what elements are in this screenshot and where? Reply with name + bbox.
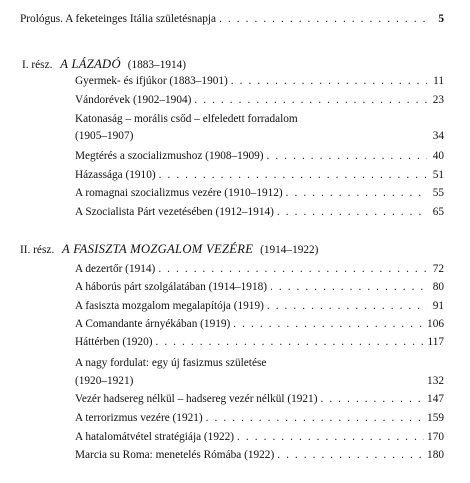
part-number: II. rész. [20,244,55,256]
part-heading-2 [20,241,318,258]
toc-entry-title: (1905–1907) [75,130,134,142]
toc-entry-title: A Comandante árnyékában (1919) [75,318,231,330]
toc-entry-page: 72 [432,263,444,275]
toc-entry-title: A terrorizmus vezére (1921) [75,412,203,424]
toc-leader-dots [320,391,424,408]
toc-entry-title: A dezertőr (1914) [75,263,156,275]
toc-entry [75,148,444,165]
toc-entry-title: A hatalomátvétel stratégiája (1922) [75,431,235,443]
toc-entry-title: Gyermek- és ifjúkor (1883–1901) [75,75,228,87]
toc-entry-title: (1920–1921) [75,375,134,387]
toc-entry-title: Katonaság – morális csőd – elfeledett forradalom [75,113,298,125]
toc-leader-dots [219,11,427,28]
toc-entry-page: 55 [432,187,444,199]
toc-entry-title: Házassága (1910) [75,169,156,181]
toc-entry-continued [75,111,298,128]
toc-entry-title: A Szocialista Párt vezetésében (1912–1914) [75,206,274,218]
part-number: I. rész. [22,59,53,71]
toc-leader-dots [277,204,427,221]
toc-entry-title: A nagy fordulat: egy új fasizmus születése [75,357,267,369]
toc-leader-dots [194,92,427,109]
toc-entry-page: 34 [432,130,444,142]
toc-entry [75,447,444,464]
toc-entry-page: 91 [432,300,444,312]
toc-leader-dots [155,334,424,351]
toc-entry [75,167,444,184]
toc-entry [75,391,444,408]
toc-leader-dots [233,316,424,333]
toc-entry-page: 11 [433,75,444,87]
part-title: A FASISZTA MOZGALOM VEZÉRE [62,242,254,256]
toc-leader-dots [267,148,427,165]
toc-entry-page: 51 [432,169,444,181]
toc-entry-title: Marcia su Roma: menetelés Rómába (1922) [75,449,275,461]
toc-entry [75,410,444,427]
toc-entry-page: 23 [432,94,444,106]
toc-entry-title: Megtérés a szocializmushoz (1908–1909) [75,150,264,162]
toc-entry [75,261,444,278]
toc-entry [75,92,444,109]
toc-entry-page: 180 [427,449,444,461]
toc-entry [75,204,444,221]
toc-leader-dots [286,185,427,202]
toc-leader-dots [159,167,427,184]
toc-entry [75,316,444,333]
toc-entry-page: 147 [427,393,444,405]
toc-entry-page: 117 [427,336,444,348]
toc-entry-page: 65 [432,206,444,218]
toc-entry [75,373,444,390]
toc-entry-title: A háborús párt szolgálatában (1914–1918) [75,281,267,293]
toc-entry-title: A fasiszta mozgalom megalapítója (1919) [75,300,264,312]
toc-entry-page: 5 [438,13,444,25]
toc-entry-title: Vándorévek (1902–1904) [75,94,192,106]
toc-entry-page: 40 [432,150,444,162]
toc-entry-page: 132 [427,375,444,387]
part-heading-1 [22,56,186,73]
toc-leader-dots [158,261,427,278]
toc-entry [75,185,444,202]
toc-entry [75,73,444,90]
toc-leader-dots [277,447,424,464]
toc-entry [75,429,444,446]
part-years: (1883–1914) [127,59,187,71]
toc-leader-dots [206,410,424,427]
toc-entry [75,128,444,145]
toc-entry [75,334,444,351]
toc-leader-dots [231,73,427,90]
toc-leader-dots [270,279,427,296]
toc-leader-dots [237,429,424,446]
toc-entry [75,279,444,296]
toc-entry-page: 170 [427,431,444,443]
toc-entry-page: 106 [427,318,444,330]
toc-entry-title: A romagnai szocializmus vezére (1910–1912) [75,187,283,199]
toc-entry-page: 159 [427,412,444,424]
toc-leader-dots [267,298,427,315]
toc-entry-prologue [20,11,444,28]
toc-entry [75,298,444,315]
toc-entry-title: Háttérben (1920) [75,336,153,348]
toc-entry-continued [75,355,266,372]
toc-entry-title: Vezér hadsereg nélkül – hadsereg vezér nélkül (1921) [75,393,318,405]
part-years: (1914–1922) [260,244,319,256]
toc-entry-title: Prológus. A feketeinges Itália születésnapja [20,13,217,25]
part-title: A LÁZADÓ [60,57,121,71]
toc-entry-page: 80 [432,281,444,293]
